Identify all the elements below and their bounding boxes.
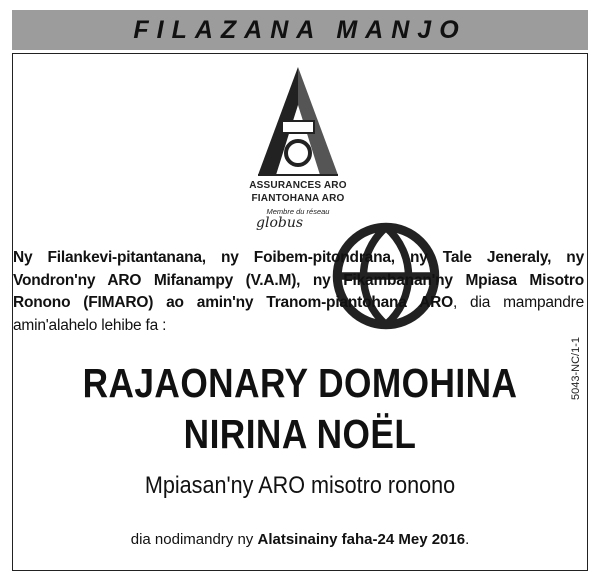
- deceased-role: Mpiasan'ny ARO misotro ronono: [144, 472, 456, 499]
- intro-paragraph: [13, 247, 584, 337]
- death-prefix: dia nodimandry ny: [130, 531, 258, 548]
- page-title: FILAZANA MANJO: [133, 16, 467, 44]
- logo-line-1: ASSURANCES ARO: [249, 180, 347, 191]
- aro-triangle-logo-icon: [228, 63, 368, 183]
- globus-brand: globus: [256, 215, 304, 231]
- death-suffix: .: [465, 531, 470, 548]
- deceased-name-line-2: NIRINA NOËL: [183, 411, 417, 457]
- logo-line-2: FIANTOHANA ARO: [251, 193, 345, 204]
- death-date: Alatsinainy faha-24 Mey 2016: [257, 531, 466, 548]
- death-notice-line: [0, 531, 600, 548]
- intro-bold: Ny Filankevi-pitantanana, ny Foibem-pitondrana, ny Tale Jeneraly, ny Vondron'ny ARO Mifanampy (V.A.M), ny Fikambanan'ny Mpiasa Misotro Ronono (FIMARO) ao amin'ny Tranom-piantohana ARO: [13, 249, 584, 311]
- company-logo: [228, 63, 368, 233]
- reference-code: 5043-NC/1-1: [570, 337, 582, 400]
- intro-normal: , dia mampandre amin'alahelo lehibe fa :: [13, 294, 585, 334]
- deceased-name-line-1: RAJAONARY DOMOHINA: [82, 360, 518, 406]
- header-bar: [12, 10, 588, 50]
- logo-line-3: Membre du réseau: [266, 207, 330, 216]
